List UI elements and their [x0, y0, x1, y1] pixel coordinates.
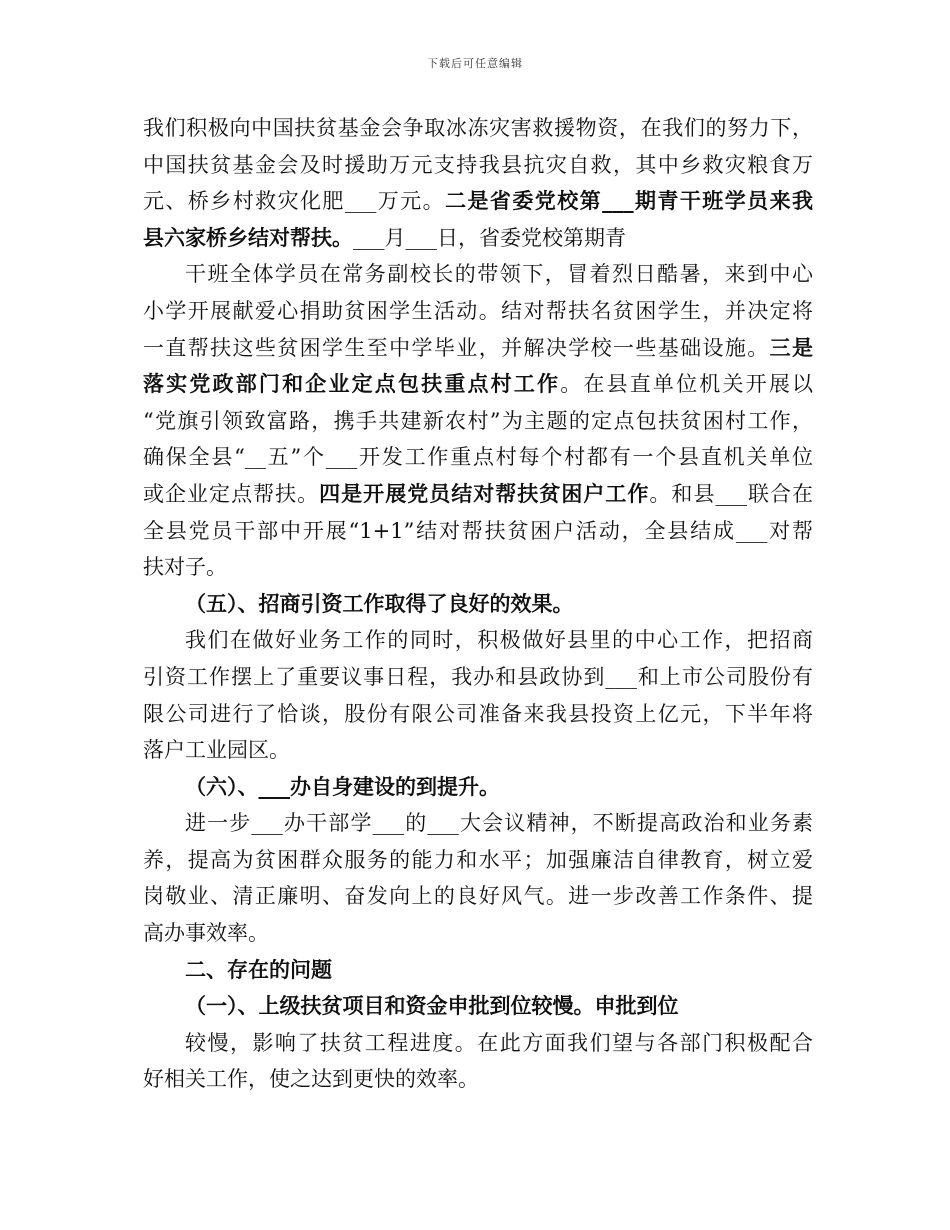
text-segment: 养，提高为贫困群众服务的能力和水平；加强廉洁自律教育，树立爱: [143, 847, 813, 872]
text-segment: 一直帮扶这些贫困学生至中学毕业，并解决学校一些基础设施。: [143, 335, 770, 360]
bold-text-segment: （一）、上级扶贫项目和资金申批到位较慢。申批到位: [185, 993, 679, 1019]
text-segment: 确保全县“__五”个___开发工作重点村每个村都有一个县直机关单位: [143, 445, 813, 470]
text-line: [143, 1061, 813, 1098]
text-segment: 。和县___联合在: [649, 481, 814, 506]
text-segment: 干班全体学员在常务副校长的带领下，冒着烈日酷暑，来到中心: [185, 262, 813, 287]
bold-text-segment: 二是省委党校第___期青干班学员来我: [445, 188, 814, 214]
text-segment: 较慢，影响了扶贫工程进度。在此方面我们望与各部门积极配合: [185, 1030, 813, 1055]
text-line: [143, 696, 813, 733]
text-line: [143, 220, 813, 257]
text-line: [143, 732, 813, 769]
text-segment: “党旗引领致富路，携手共建新农村”为主题的定点包扶贫困村工作，: [143, 408, 813, 433]
text-line: [143, 476, 813, 513]
text-line: [143, 805, 813, 842]
text-line: [143, 915, 813, 952]
text-line: [143, 769, 813, 806]
bold-text-segment: （五）、招商引资工作取得了良好的效果。: [185, 590, 574, 616]
bold-text-segment: 县六家桥乡结对帮扶。: [143, 224, 353, 250]
text-segment: 岗敬业、清正廉明、奋发向上的良好风气。进一步改善工作条件、提: [143, 884, 813, 909]
bold-text-segment: （六）、___办自身建设的到提升。: [185, 773, 500, 799]
text-line: [143, 1025, 813, 1062]
text-line: [143, 256, 813, 293]
text-segment: 进一步___办干部学___的___大会议精神，不断提高政治和业务素: [185, 811, 813, 836]
text-line: [143, 439, 813, 476]
text-line: [143, 403, 813, 440]
text-segment: 高办事效率。: [143, 921, 269, 946]
text-line: [143, 183, 813, 220]
text-segment: 我们积极向中国扶贫基金会争取冰冻灾害救援物资，在我们的努力下，: [143, 116, 813, 140]
text-line: [143, 842, 813, 879]
document-body: [143, 110, 813, 1098]
text-line: [143, 513, 813, 550]
bold-text-segment: 四是开展党员结对帮扶贫困户工作: [319, 480, 650, 506]
page-header: 下载后可任意编辑: [427, 57, 523, 70]
text-segment: 或企业定点帮扶。: [143, 481, 320, 506]
text-line: [143, 659, 813, 696]
text-segment: ___月___日，省委党校第期青: [353, 225, 626, 250]
text-line: [143, 549, 813, 586]
text-segment: 落户工业园区。: [143, 738, 290, 763]
text-segment: 限公司进行了恰谈，股份有限公司准备来我县投资上亿元，下半年将: [143, 701, 813, 726]
text-line: [143, 147, 813, 184]
text-segment: 引资工作摆上了重要议事日程，我办和县政协到___和上市公司股份有: [143, 664, 813, 689]
text-line: [143, 952, 813, 989]
bold-text-segment: 二、存在的问题: [185, 956, 332, 982]
text-segment: 全县党员干部中开展“1+1”结对帮扶贫困户活动，全县结成___对帮: [143, 518, 813, 543]
text-segment: 中国扶贫基金会及时援助万元支持我县抗灾自救，其中乡救灾粮食万: [143, 152, 813, 177]
text-segment: 。在县直单位机关开展以: [560, 372, 814, 397]
bold-text-segment: 落实党政部门和企业定点包扶重点村工作: [143, 371, 561, 397]
text-line: [143, 586, 813, 623]
bold-text-segment: 三是: [769, 334, 814, 360]
text-segment: 扶对子。: [143, 555, 227, 580]
text-segment: 元、桥乡村救灾化肥___万元。: [143, 189, 446, 214]
text-segment: 我们在做好业务工作的同时，积极做好县里的中心工作，把招商: [185, 628, 813, 653]
text-segment: 好相关工作，使之达到更快的效率。: [143, 1067, 479, 1092]
text-line: [143, 366, 813, 403]
text-line: [143, 330, 813, 367]
text-line: [143, 293, 813, 330]
text-segment: 小学开展献爱心捐助贫困学生活动。结对帮扶名贫困学生，并决定将: [143, 298, 813, 323]
text-line: [143, 110, 813, 147]
text-line: [143, 622, 813, 659]
text-line: [143, 878, 813, 915]
text-line: [143, 988, 813, 1025]
